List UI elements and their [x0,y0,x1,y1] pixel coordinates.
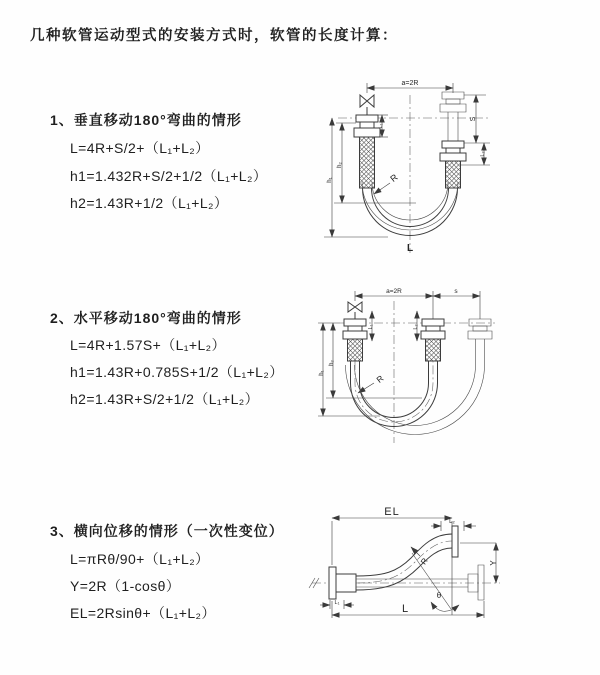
dim-label-r: R [419,556,430,567]
diagram-lateral-displacement [300,503,600,650]
dim-label-a2r: a=2R [401,80,419,87]
section3-heading: 3、横向位移的情形（一次性变位） [50,523,284,539]
dimension-lines [318,291,480,416]
dim-label-s: s [454,288,458,295]
dim-label-y: Y [489,560,498,566]
dim-label-h1: h₁ [327,177,333,183]
section1-formula-L: L=4R+S/2+（L₁+L₂） [70,140,210,156]
dim-label-r: R [388,172,400,184]
valve-icon [348,302,362,319]
ghost-straight-position [356,565,484,600]
section1-heading: 1、垂直移动180°弯曲的情形 [50,112,242,128]
right-flange-lower-position [440,141,466,161]
section1-formula-h1: h1=1.432R+S/2+1/2（L₁+L₂） [70,168,268,184]
dim-label-l2: L₂ [480,151,486,157]
valve-icon [360,95,374,115]
right-top-flange [452,526,458,557]
section2-formula-h1: h1=1.43R+0.785S+1/2（L₁+L₂） [70,364,284,380]
section3-formula-Y: Y=2R（1-cosθ） [70,578,181,594]
right-flange-upper-position [440,92,466,141]
dim-label-l2: L₂ [413,324,419,330]
dim-label-l1: L₁ [334,600,340,606]
left-braided-hose [348,339,363,361]
dim-label-a2r: a=2R [386,288,402,295]
dim-label-h2: h₂ [337,162,343,168]
middle-flange [421,319,445,339]
page-title: 几种软管运动型式的安装方式时，软管的长度计算： [30,28,398,44]
left-flange [329,567,356,599]
middle-braided-hose [426,339,441,361]
dim-label-l: L [401,603,409,615]
dim-label-s: S [470,116,477,122]
hose-s-curve [356,534,452,590]
right-flange-moved-position [468,319,492,365]
dim-label-l1: L₁ [368,324,374,330]
left-flange [354,115,380,137]
section2-formula-h2: h2=1.43R+S/2+1/2（L₁+L₂） [70,391,260,407]
dim-label-l1: L₁ [378,123,384,129]
section1-formula-h2: h2=1.43R+1/2（L₁+L₂） [70,195,229,211]
dim-label-el: EL [384,506,400,518]
left-flange [343,319,367,339]
dim-label-l2: L₂ [449,519,455,525]
section3-formula-EL: EL=2Rsinθ+（L₁+L₂） [70,605,216,621]
dim-label-h1: h₁ [319,370,325,376]
dim-label-l: L [406,243,414,254]
section2-heading: 2、水平移动180°弯曲的情形 [50,310,242,326]
diagram-horizontal-180-bend [310,283,595,460]
left-braided-hose [360,137,375,188]
diagram-vertical-180-bend [310,75,590,255]
section2-formula-L: L=4R+1.57S+（L₁+L₂） [70,337,226,353]
dim-label-r: R [374,373,386,385]
theta-arc [431,602,459,611]
dim-label-theta: θ [436,591,442,600]
dim-label-h2: h₂ [329,360,335,366]
section3-formula-L: L=πRθ/90+（L₁+L₂） [70,551,210,567]
